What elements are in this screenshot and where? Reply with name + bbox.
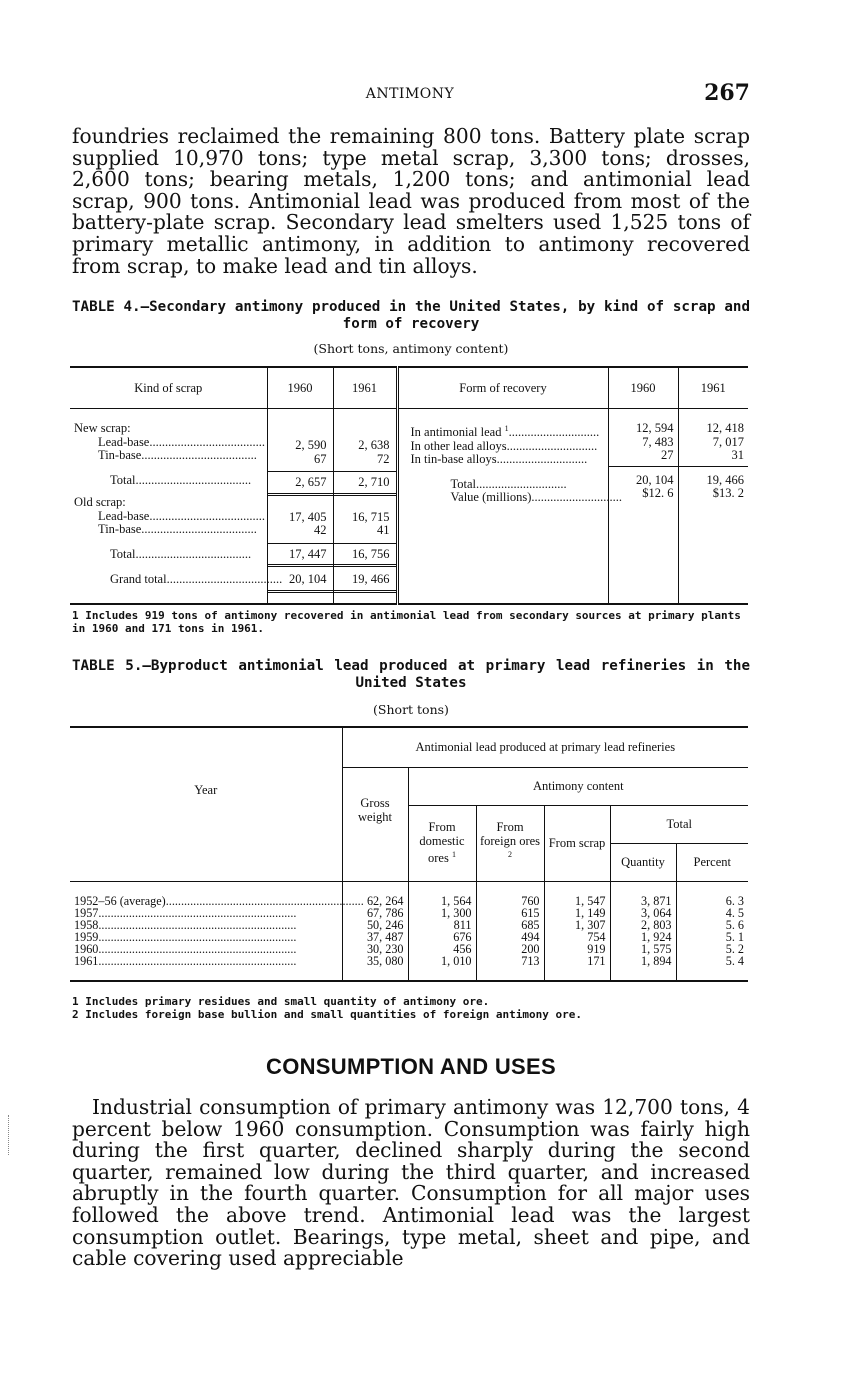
consumption-paragraph: Industrial consumption of primary antimony was 12,700 tons, 4 percent below 1960 consumption. Consumption was fairly high during the first quarter, declined sharply during the second quarter, remained low during the third quarter, and increased abruptly in the fourth quarter. Consumption for all major uses followed the above trend. Antimonial lead was the largest consumption outlet. Bearings, type metal, sheet and pipe, and cable covering used appreciable — [72, 1095, 750, 1271]
value-1960: $12. 6 — [642, 486, 674, 500]
table4-header-1961: 1961 — [333, 367, 397, 409]
table-row: 1958................................................................. 50, 246 811 685 1, 307 2, 803 5. 6 — [70, 919, 748, 931]
table4-header-row — [70, 367, 748, 409]
old-scrap-label: Old scrap: — [74, 495, 126, 509]
old-total-1960: 17, 447 — [268, 544, 333, 568]
table4-header-1960b: 1960 — [608, 367, 678, 409]
new-lead-base-label: Lead-base..................................... — [98, 434, 265, 449]
table5-footnote-2: 2 Includes foreign base bullion and small quantities of foreign antimony ore. — [72, 1007, 582, 1021]
table-row: 1957................................................................. 67, 786 1, 300 615 1, 149 3, 064 4. 5 — [70, 907, 748, 919]
old-total-1961: 16, 756 — [334, 544, 396, 568]
form-value-label: Value (millions)............................. — [450, 490, 623, 505]
table5-header-total: Total — [610, 805, 748, 843]
table4-1961-column — [333, 409, 397, 604]
table5-footnotes — [72, 996, 750, 1021]
grand-total-1961: 19, 466 — [334, 567, 396, 593]
table5-header-group: Antimonial lead produced at primary lead refineries — [342, 727, 748, 767]
table4-footnote: 1 Includes 919 tons of antimony recovered in antimonial lead from secondary sources at primary plants in 1960 and 171 tons in 1961. — [72, 609, 741, 635]
table4-form-1960-column — [608, 409, 678, 604]
new-total-label: Total..................................... — [110, 472, 252, 487]
antimonial-1960: 12, 594 — [636, 421, 674, 435]
table5-header-percent: Percent — [676, 843, 748, 881]
new-scrap-label: New scrap: — [74, 421, 131, 435]
form-total-label: Total............................. — [450, 476, 567, 491]
new-tin-base-label: Tin-base..................................... — [98, 448, 257, 462]
other-1961: 7, 017 — [712, 434, 744, 449]
table4-form-column — [397, 409, 623, 604]
table5-title: TABLE 5.—Byproduct antimonial lead produced at primary lead refineries in the United States — [72, 658, 750, 691]
old-lead-base-label: Lead-base..................................... — [98, 508, 265, 523]
grand-total-1960: 20, 104 — [268, 567, 333, 593]
form-antimonial-label: In antimonial lead $^1$............................. — [410, 424, 600, 440]
table4-subtitle: (Short tons, antimony content) — [313, 341, 509, 356]
table5-header-gross: Gross weight — [342, 767, 408, 881]
table5-header-quantity: Quantity — [610, 843, 676, 881]
old-lead-1960: 17, 405 — [289, 509, 327, 524]
table-row: 1961................................................................. 35, 080 1, 010 713 171 1, 894 5. 4 — [70, 955, 748, 967]
new-total-1961: 2, 710 — [334, 472, 396, 496]
table4-header-1960: 1960 — [267, 367, 333, 409]
old-total-label: Total..................................... — [110, 546, 252, 561]
table4-kind-column — [70, 409, 283, 604]
new-lead-1960: 2, 590 — [295, 438, 327, 452]
old-lead-1961: 16, 715 — [352, 509, 390, 524]
new-lead-1961: 2, 638 — [358, 438, 390, 452]
old-tin-base-label: Tin-base..................................... — [98, 522, 257, 536]
table5-footnote-1: 1 Includes primary residues and small quantity of antimony ore. — [72, 995, 490, 1008]
section-heading: CONSUMPTION AND USES — [266, 1054, 556, 1079]
running-title: ANTIMONY — [365, 86, 455, 102]
table-row: 1960................................................................. 30, 230 456 200 919 1, 575 5. 2 — [70, 943, 748, 955]
table5-header-foreign: From foreign ores $^2$ — [476, 805, 544, 881]
table4-body-row — [70, 409, 748, 604]
form-total-1960: 20, 104 — [636, 472, 674, 487]
table4-header-kind: Kind of scrap — [70, 367, 267, 409]
table5-header-row-1 — [70, 727, 748, 767]
antimonial-1961: 12, 418 — [706, 421, 744, 435]
grand-total-label: Grand total..................................... — [110, 572, 283, 586]
table-row: 1952–56 (average)................................................................. 62, 264 1, 564 760 1, 547 3, 871 6. 3 — [70, 895, 748, 907]
margin-mark — [8, 1115, 11, 1155]
tin-1960: 27 — [661, 448, 674, 462]
running-head — [70, 80, 750, 108]
table5-header-scrap: From scrap — [544, 805, 610, 881]
form-tin-label: In tin-base alloys............................. — [410, 452, 588, 467]
table5-subtitle: (Short tons) — [373, 702, 449, 717]
table-row: 1959................................................................. 37, 487 676 494 754 1, 924 5. 1 — [70, 931, 748, 943]
table4-form-1961-column — [678, 409, 748, 604]
table5-header-domestic: From domestic ores $^1$ — [408, 805, 476, 881]
tin-1961: 31 — [731, 448, 744, 462]
form-total-1961: 19, 466 — [706, 472, 744, 487]
table5-header-year: Year — [70, 727, 342, 881]
table4-title: TABLE 4.—Secondary antimony produced in the United States, by kind of scrap and form of recovery — [72, 299, 750, 332]
new-tin-1961: 72 — [377, 451, 390, 466]
new-tin-1960: 67 — [314, 451, 327, 466]
table5-header-content: Antimony content — [408, 767, 748, 805]
old-tin-1960: 42 — [314, 523, 327, 537]
other-1960: 7, 483 — [642, 434, 674, 449]
form-other-label: In other lead alloys............................. — [410, 438, 598, 453]
value-1961: $13. 2 — [712, 486, 744, 500]
page-number: 267 — [704, 80, 750, 106]
old-tin-1961: 41 — [377, 523, 390, 537]
table5 — [70, 726, 748, 982]
table4-header-1961b: 1961 — [678, 367, 748, 409]
table4-header-form: Form of recovery — [397, 367, 608, 409]
new-total-1960: 2, 657 — [268, 472, 333, 496]
intro-paragraph: foundries reclaimed the remaining 800 tons. Battery plate scrap supplied 10,970 tons; type metal scrap, 3,300 tons; drosses, 2,600 tons; bearing metals, 1,200 tons; and antimonial lead scrap, 900 tons. Antimonial lead was produced from most of the battery-plate scrap. Secondary lead smelters used 1,525 tons of primary metallic antimony, in addition to antimony recovered from scrap, to make lead and tin alloys. — [72, 124, 750, 278]
table4 — [70, 366, 748, 605]
